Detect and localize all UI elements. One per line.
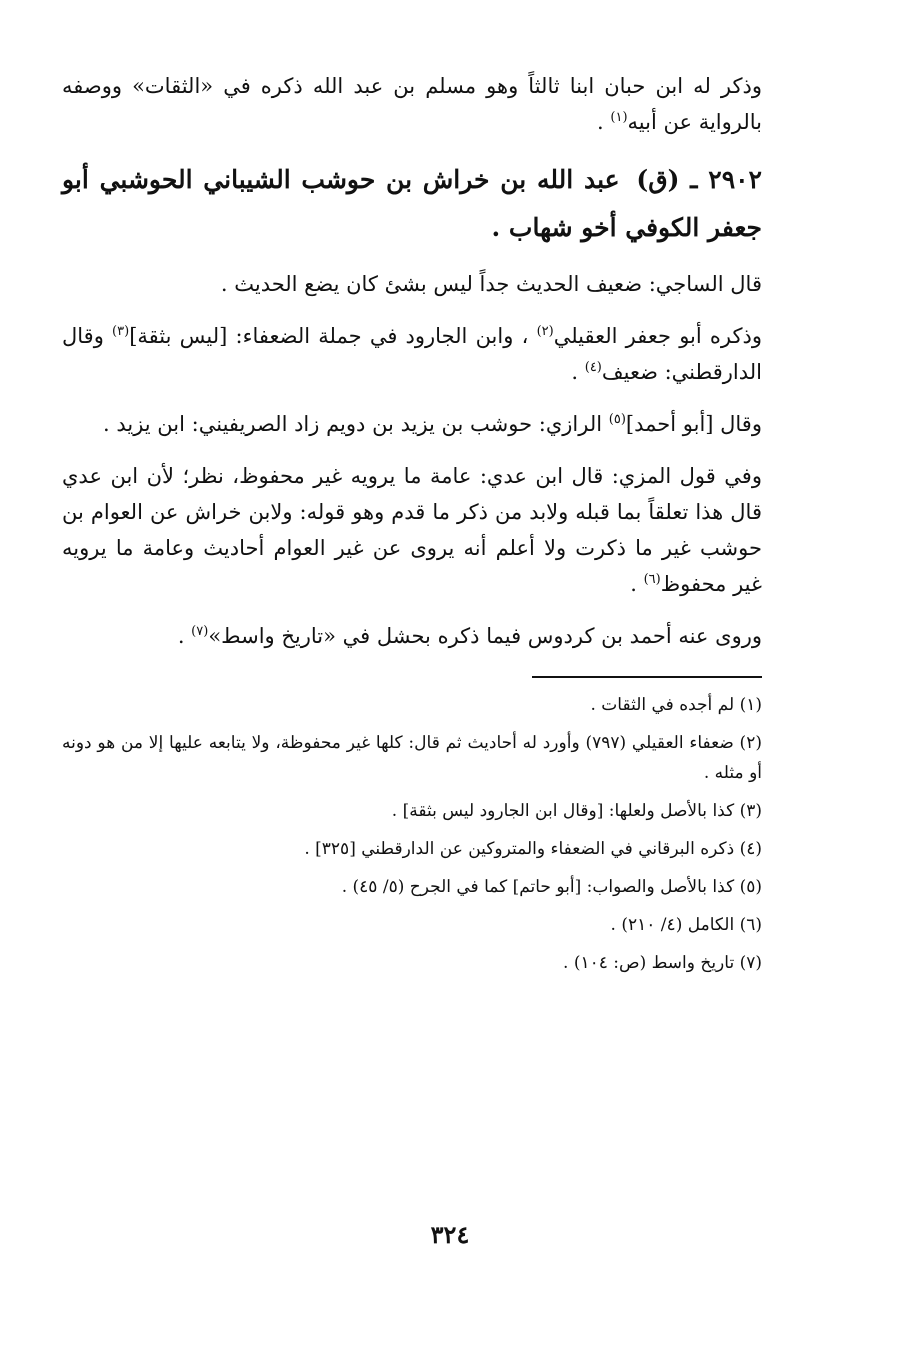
- intro-text: وذكر له ابن حبان ابنا ثالثاً وهو مسلم بن عبد الله ذكره في «الثقات» ووصفه بالرواية عن أبيه: [62, 74, 762, 134]
- footnote-ref-6: (٦): [643, 572, 661, 587]
- paragraph-saji: [62, 266, 762, 302]
- footnote-7: (٧) تاريخ واسط (ص: ١٠٤) .: [563, 953, 762, 973]
- entry-heading: [62, 156, 762, 252]
- footnote-5: (٥) كذا بالأصل والصواب: [أبو حاتم] كما في الجرح (٥/ ٤٥) .: [341, 877, 762, 897]
- entry-number: ٢٩٠٢ ـ (ق): [636, 165, 762, 194]
- paragraph-wasit: [62, 618, 762, 654]
- paragraph-saji-text: قال الساجي: ضعيف الحديث جداً ليس بشئ كان يضع الحديث .: [220, 272, 762, 296]
- paragraph-razi-text-b: الرازي: حوشب بن يزيد بن دويم زاد الصريفيني: ابن يزيد .: [102, 412, 609, 436]
- intro-tail: .: [597, 110, 611, 134]
- footnote-ref-3: (٣): [112, 324, 130, 339]
- paragraph-uqayli-text-b: ، وابن الجارود في جملة الضعفاء: [ليس بثقة]: [129, 324, 537, 348]
- paragraph-uqayli-text-d: .: [571, 360, 585, 384]
- paragraph-wasit-text-a: وروى عنه أحمد بن كردوس فيما ذكره بحشل في «تاريخ واسط»: [208, 624, 762, 648]
- footnote-3: (٣) كذا بالأصل ولعلها: [وقال ابن الجارود ليس بثقة] .: [391, 801, 762, 821]
- footnote-ref-7: (٧): [191, 624, 209, 639]
- footnote-2: (٢) ضعفاء العقيلي (٧٩٧) وأورد له أحاديث ثم قال: كلها غير محفوظة، ولا يتابعه عليها إلا من هو دونه أو مثله .: [62, 733, 762, 783]
- footnote-4: (٤) ذكره البرقاني في الضعفاء والمتروكين عن الدارقطني [٣٢٥] .: [304, 839, 762, 859]
- paragraph-uqayli-text-a: وذكره أبو جعفر العقيلي: [553, 324, 763, 348]
- page-number: ٣٢٤: [430, 1220, 470, 1249]
- paragraph-mizzi-text-b: .: [630, 572, 644, 596]
- paragraph-razi: [62, 406, 762, 442]
- paragraph-wasit-text-b: .: [177, 624, 192, 648]
- footnote-ref-2: (٢): [536, 324, 554, 339]
- footnote-ref-1: (١): [610, 110, 628, 125]
- paragraph-mizzi-text-a: وفي قول المزي: قال ابن عدي: عامة ما يرويه غير محفوظ، نظر؛ لأن ابن عدي قال هذا تعلقاً بما قبله ولابد من ذكر ما قدم وهو قوله: ولابن خراش عن العوام بن حوشب غير ما ذكرت ولا أعلم أنه يروى عن غير العوام أحاديث وعامة ما يرويه غير محفوظ: [62, 464, 762, 596]
- paragraph-razi-text-a: وقال [أبو أحمد]: [625, 412, 762, 436]
- footnote-ref-4: (٤): [584, 360, 602, 375]
- intro-paragraph: [62, 68, 762, 140]
- paragraph-uqayli-text-c: وقال الدارقطني: ضعيف: [62, 324, 762, 384]
- footnote-divider: [532, 676, 762, 678]
- page-body: [62, 68, 762, 986]
- paragraph-mizzi: [62, 458, 762, 602]
- entry-title: عبد الله بن خراش بن حوشب الشيباني الحوشبي أبو جعفر الكوفي أخو شهاب .: [62, 165, 762, 242]
- footnote-ref-5: (٥): [608, 412, 626, 427]
- footnotes: [62, 690, 762, 978]
- footnote-1: (١) لم أجده في الثقات .: [590, 695, 762, 715]
- footnote-6: (٦) الكامل (٤/ ٢١٠) .: [610, 915, 762, 935]
- paragraph-uqayli: [62, 318, 762, 390]
